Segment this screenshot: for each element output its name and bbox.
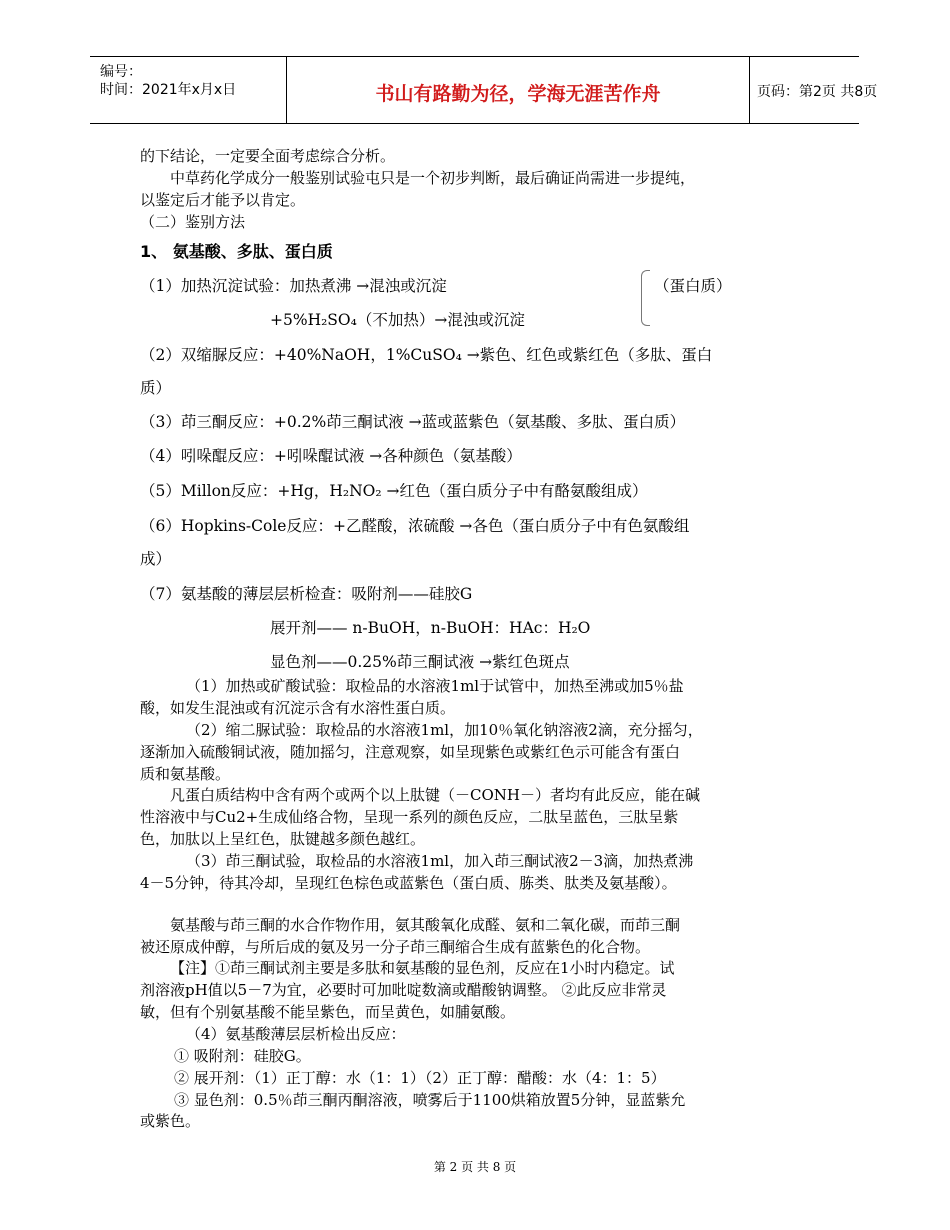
text-line: （蛋白质）	[654, 277, 732, 295]
document-number-label: 编号：	[100, 64, 142, 80]
text-line: 中草药化学成分一般鉴别试验屯只是一个初步判断，最后确证尚需进一步提纯，	[170, 169, 696, 187]
note-line: 敏，但有个别氨基酸不能呈紫色，而呈黄色，如脯氨酸。	[140, 1003, 516, 1021]
text-line: （1）加热或矿酸试验：取检品的水溶液1ml于试管中，加热至沸或加5％盐	[186, 677, 684, 695]
text-line: （2）双缩脲反应：+40%NaOH，1%CuSO₄ →紫色、红色或紫红色（多肽、蛋白	[140, 346, 713, 364]
grouping-brace	[641, 270, 650, 326]
text-line: 以鉴定后才能予以肯定。	[140, 191, 306, 209]
header-page-number: 页码：第2页 共8页	[757, 84, 878, 100]
list-item: ② 展开剂：（1）正丁醇：水（1：1）（2）正丁醇：醋酸：水（4：1：5）	[174, 1069, 666, 1087]
text-line: （7）氨基酸的薄层层析检查：吸附剂——硅胶G	[140, 585, 473, 603]
text-line: 成）	[140, 550, 172, 568]
text-line: （6）Hopkins-Cole反应：+乙醛酸，浓硫酸 →各色（蛋白质分子中有色氨酸组	[140, 517, 690, 535]
note-line: 剂溶液pH值以5－7为宜，必要时可加吡啶数滴或醋酸钠调整。 ②此反应非常灵	[140, 981, 667, 999]
text-line: （3）茚三酮反应：+0.2%茚三酮试液 →蓝或蓝紫色（氨基酸、多肽、蛋白质）	[140, 413, 686, 431]
note-line: 【注】①茚三酮试剂主要是多肽和氨基酸的显色剂，反应在1小时内稳定。试	[170, 959, 675, 977]
text-line: （5）Millon反应：+Hg，H₂NO₂ →红色（蛋白质分子中有酪氨酸组成）	[140, 482, 648, 500]
text-line: 质）	[140, 379, 172, 397]
text-line: （2）缩二脲试验：取检品的水溶液1ml，加10％氧化钠溶液2滴，充分摇匀，	[186, 721, 703, 739]
header-middle-cell	[286, 57, 750, 123]
text-line: 酸，如发生混浊或有沉淀示含有水溶性蛋白质。	[140, 699, 456, 717]
text-line: （4）氨基酸薄层层析检出反应：	[186, 1025, 406, 1043]
text-line: 凡蛋白质结构中含有两个或两个以上肽键（－CONH－）者均有此反应，能在碱	[170, 786, 700, 804]
page-footer: 第 2 页 共 8 页	[433, 1160, 517, 1174]
header-right-cell	[749, 57, 878, 123]
list-item: ① 吸附剂：硅胶G。	[174, 1047, 311, 1065]
list-item: ③ 显色剂：0.5％茚三酮丙酮溶液，喷雾后于1100烘箱放置5分钟，显蓝紫允	[174, 1091, 686, 1109]
text-line: 被还原成仲醇，与所后成的氨及另一分子茚三酮缩合生成有蓝紫色的化合物。	[140, 938, 651, 956]
text-line: （4）吲哚醌反应：+吲哚醌试液 →各种颜色（氨基酸）	[140, 447, 522, 465]
text-line: 4－5分钟，待其冷却，呈现红色棕色或蓝紫色（蛋白质、胨类、肽类及氨基酸）。	[140, 874, 677, 892]
text-line: （1）加热沉淀试验：加热煮沸 →混浊或沉淀	[140, 277, 447, 295]
text-line: 质和氨基酸。	[140, 765, 231, 783]
document-time-label: 时间：2021年x月x日	[100, 82, 237, 98]
text-line: +5%H₂SO₄（不加热）→混浊或沉淀	[270, 311, 525, 329]
text-line: 显色剂——0.25%茚三酮试液 →紫红色斑点	[270, 653, 570, 671]
subsection-heading: 1、 氨基酸、多肽、蛋白质	[140, 242, 333, 261]
text-line: 的下结论，一定要全面考虑综合分析。	[140, 147, 396, 165]
text-line: 或紫色。	[140, 1112, 201, 1130]
text-line: （3）茚三酮试验，取检品的水溶液1ml，加入茚三酮试液2－3滴，加热煮沸	[186, 852, 694, 870]
text-line: 展开剂—— n-BuOH，n-BuOH：HAc：H₂O	[270, 619, 591, 637]
section-heading: （二）鉴别方法	[140, 213, 246, 231]
text-line: 性溶液中与Cu2+生成仙络合物，呈现一系列的颜色反应，二肽呈蓝色，三肽呈紫	[140, 808, 679, 826]
header-motto: 书山有路勤为径，学海无涯苦作舟	[375, 83, 661, 105]
text-line: 氨基酸与茚三酮的水合作物作用，氨其酸氧化成醛、氨和二氧化碳，而茚三酮	[170, 916, 681, 934]
header-left-cell	[90, 57, 286, 123]
text-line: 色，加肽以上呈红色，肽键越多颜色越红。	[140, 830, 426, 848]
page-header	[90, 56, 878, 124]
text-line: 逐渐加入硫酸铜试液，随加摇匀，注意观察，如呈现紫色或紫红色示可能含有蛋白	[140, 743, 681, 761]
